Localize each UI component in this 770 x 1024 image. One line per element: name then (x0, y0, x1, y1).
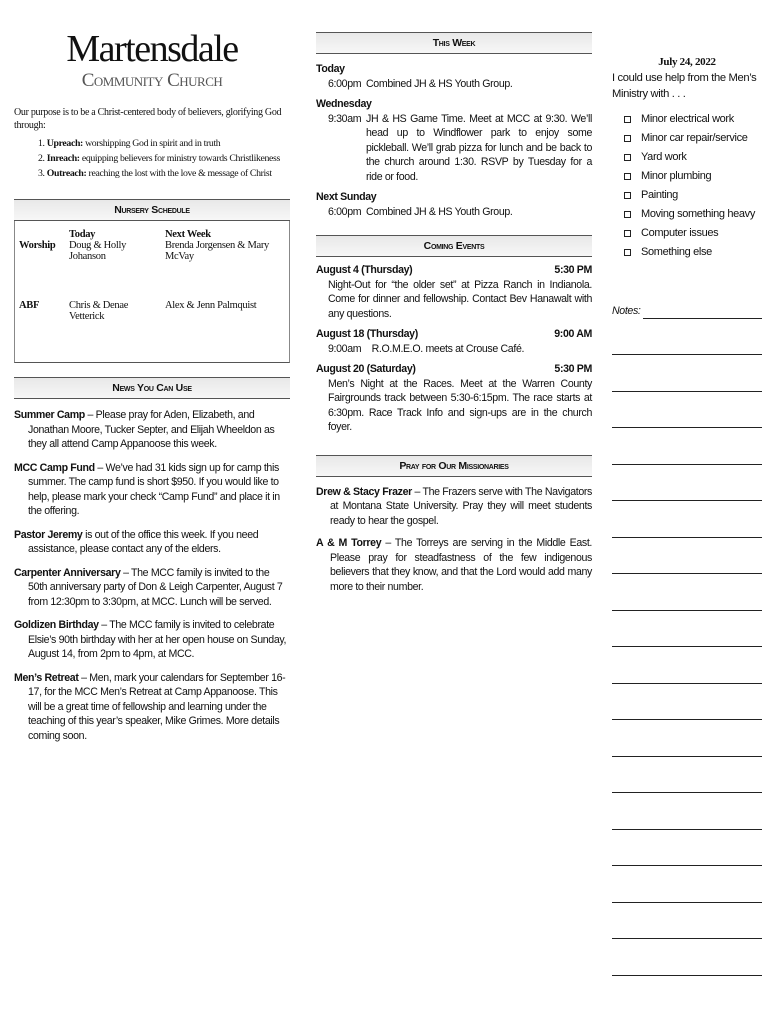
note-writing-line (612, 720, 762, 757)
note-writing-line (612, 392, 762, 429)
coming-events-header: Coming Events (316, 235, 592, 257)
note-writing-line (612, 830, 762, 867)
news-header: News You Can Use (14, 377, 290, 399)
next-cell: Alex & Jenn Palmquist (165, 300, 257, 311)
missionary-item: A & M Torrey – The Torreys are serving in the Middle East. Please pray for steadfastness of the few indigenous believers that they know, and that the Lord would add many more to their number. (316, 537, 593, 593)
purpose-statement: Our purpose is to be a Christ-centered body of believers, glorifying God through: (14, 107, 282, 131)
note-writing-line (612, 757, 762, 794)
event-row: 9:30am JH & HS Game Time. Meet at MCC at 9:30. We’ll head up to Windflower park to enjoy some pickleball. We’ll grab pizza for lunch and be back to the church around 1:30. RSVP by Tuesday for a ride or food. (328, 112, 592, 183)
checkbox-icon[interactable] (624, 249, 631, 256)
checkbox-icon[interactable] (624, 154, 631, 161)
note-writing-line (612, 903, 762, 940)
help-option[interactable]: Yard work (624, 148, 762, 167)
note-writing-line (612, 684, 762, 721)
col-today-header: Today (69, 229, 96, 240)
this-week-list (316, 62, 592, 219)
news-item: Carpenter Anniversary – The MCC family is invited to the 50th anniversary party of Don & Leigh Carpenter, August 7 from 12:30pm to 3:30pm, at MCC. Lunch will be served. (14, 566, 283, 608)
checkbox-icon[interactable] (624, 211, 631, 218)
nursery-section (14, 199, 290, 363)
note-writing-line (612, 866, 762, 903)
next-cell: Brenda Jorgensen & Mary McVay (165, 240, 270, 262)
notes-line (643, 307, 762, 319)
today-cell: Doug & Holly Johanson (69, 240, 127, 262)
notes-field[interactable] (612, 304, 762, 319)
missionaries-section (316, 455, 592, 595)
note-writing-line (612, 319, 762, 356)
day-heading: Next Sunday (316, 191, 377, 203)
event-date-row: August 4 (Thursday) 5:30 PM (316, 264, 592, 276)
nursery-header: Nursery Schedule (14, 199, 290, 221)
goal-item: 2. Inreach: equipping believers for ministry towards Christlikeness (38, 153, 280, 164)
checkbox-icon[interactable] (624, 116, 631, 123)
missionary-item: Drew & Stacy Frazer – The Frazers serve with The Navigators at Montana State University. Pray they will meet students ready to hear the gospel. (316, 485, 592, 527)
col-next-header: Next Week (165, 229, 211, 240)
note-writing-line (612, 538, 762, 575)
help-request-text: I could use help from the Men’s Ministry with . . . (612, 72, 757, 100)
church-name: Martensdale (66, 28, 238, 70)
middle-column (316, 32, 592, 594)
event-description: Men’s Night at the Races. Meet at the Warren County Fairgrounds track between 5:30-6:15pm. The race starts at 6:30pm. Race Track Info and sign-ups are in the church foyer. (328, 377, 592, 433)
help-option[interactable]: Moving something heavy (624, 205, 762, 224)
this-week-header: This Week (316, 32, 592, 54)
right-column (612, 0, 762, 976)
help-options-list (624, 110, 762, 262)
event-description: 9:00am R.O.M.E.O. meets at Crouse Café. (328, 342, 525, 355)
news-section (14, 377, 290, 743)
bulletin-date: July 24, 2022 (658, 56, 716, 68)
event-description: Night-Out for “the older set” at Pizza Ranch in Indianola. Come for dinner and fellowship. Contact Bev Hanawalt with any questions. (328, 278, 592, 320)
today-cell: Chris & Denae Vetterick (69, 300, 129, 322)
note-writing-line (612, 939, 762, 976)
help-option[interactable]: Minor car repair/service (624, 129, 762, 148)
news-item: Goldizen Birthday – The MCC family is invited to celebrate Elsie’s 90th birthday with her at her open house on Sunday, August 14, from 2pm to 4pm, at MCC. (14, 619, 287, 660)
row-label: Worship (19, 240, 56, 251)
checkbox-icon[interactable] (624, 135, 631, 142)
left-column (14, 0, 290, 743)
checkbox-icon[interactable] (624, 173, 631, 180)
checkbox-icon[interactable] (624, 230, 631, 237)
church-subtitle: Community Church (81, 70, 223, 91)
note-writing-line (612, 793, 762, 830)
note-writing-line (612, 501, 762, 538)
note-writing-line (612, 611, 762, 648)
goal-item: 3. Outreach: reaching the lost with the love & message of Christ (38, 168, 272, 179)
missionaries-header: Pray for Our Missionaries (316, 455, 592, 477)
day-heading: Today (316, 63, 345, 75)
note-writing-line (612, 355, 762, 392)
day-heading: Wednesday (316, 98, 372, 110)
notes-lines[interactable] (612, 319, 762, 976)
news-item: Summer Camp – Please pray for Aden, Elizabeth, and Jonathan Moore, Tucker Septer, and Elijah Wheeldon as they all attend Camp Appanoose this week. (14, 409, 275, 450)
news-item: MCC Camp Fund – We’ve had 31 kids sign up for camp this summer. The camp fund is short $950. If you would like to help, please mark your check “Camp Fund” and place it in the offering. (14, 461, 280, 517)
news-item: Pastor Jeremy is out of the office this week. If you need assistance, please contact any of the elders. (14, 528, 259, 555)
note-writing-line (612, 574, 762, 611)
coming-events-section (316, 235, 592, 435)
goal-item: 1. Upreach: worshipping God in spirit and in truth (38, 138, 221, 149)
news-item: Men’s Retreat – Men, mark your calendars for September 16-17, for the MCC Men’s Retreat at Camp Appanoose. This will be a great time of fellowship and learning under the teaching of this year’s speaker, Mike Grimes. More details coming soon. (14, 671, 286, 742)
note-writing-line (612, 647, 762, 684)
help-option[interactable]: Computer issues (624, 224, 762, 243)
help-option[interactable]: Minor electrical work (624, 110, 762, 129)
notes-label: Notes: (612, 305, 641, 317)
event-row: 6:00pm Combined JH & HS Youth Group. (328, 77, 513, 90)
row-label: ABF (19, 300, 40, 311)
checkbox-icon[interactable] (624, 192, 631, 199)
help-option[interactable]: Painting (624, 186, 762, 205)
event-date-row: August 20 (Saturday) 5:30 PM (316, 363, 592, 375)
nursery-table (19, 229, 285, 322)
purpose-list (38, 136, 290, 181)
note-writing-line (612, 465, 762, 502)
nursery-schedule (14, 221, 290, 363)
note-writing-line (612, 428, 762, 465)
help-option[interactable]: Minor plumbing (624, 167, 762, 186)
event-row: 6:00pm Combined JH & HS Youth Group. (328, 205, 513, 218)
help-option[interactable]: Something else (624, 243, 762, 262)
event-date-row: August 18 (Thursday) 9:00 AM (316, 328, 592, 340)
